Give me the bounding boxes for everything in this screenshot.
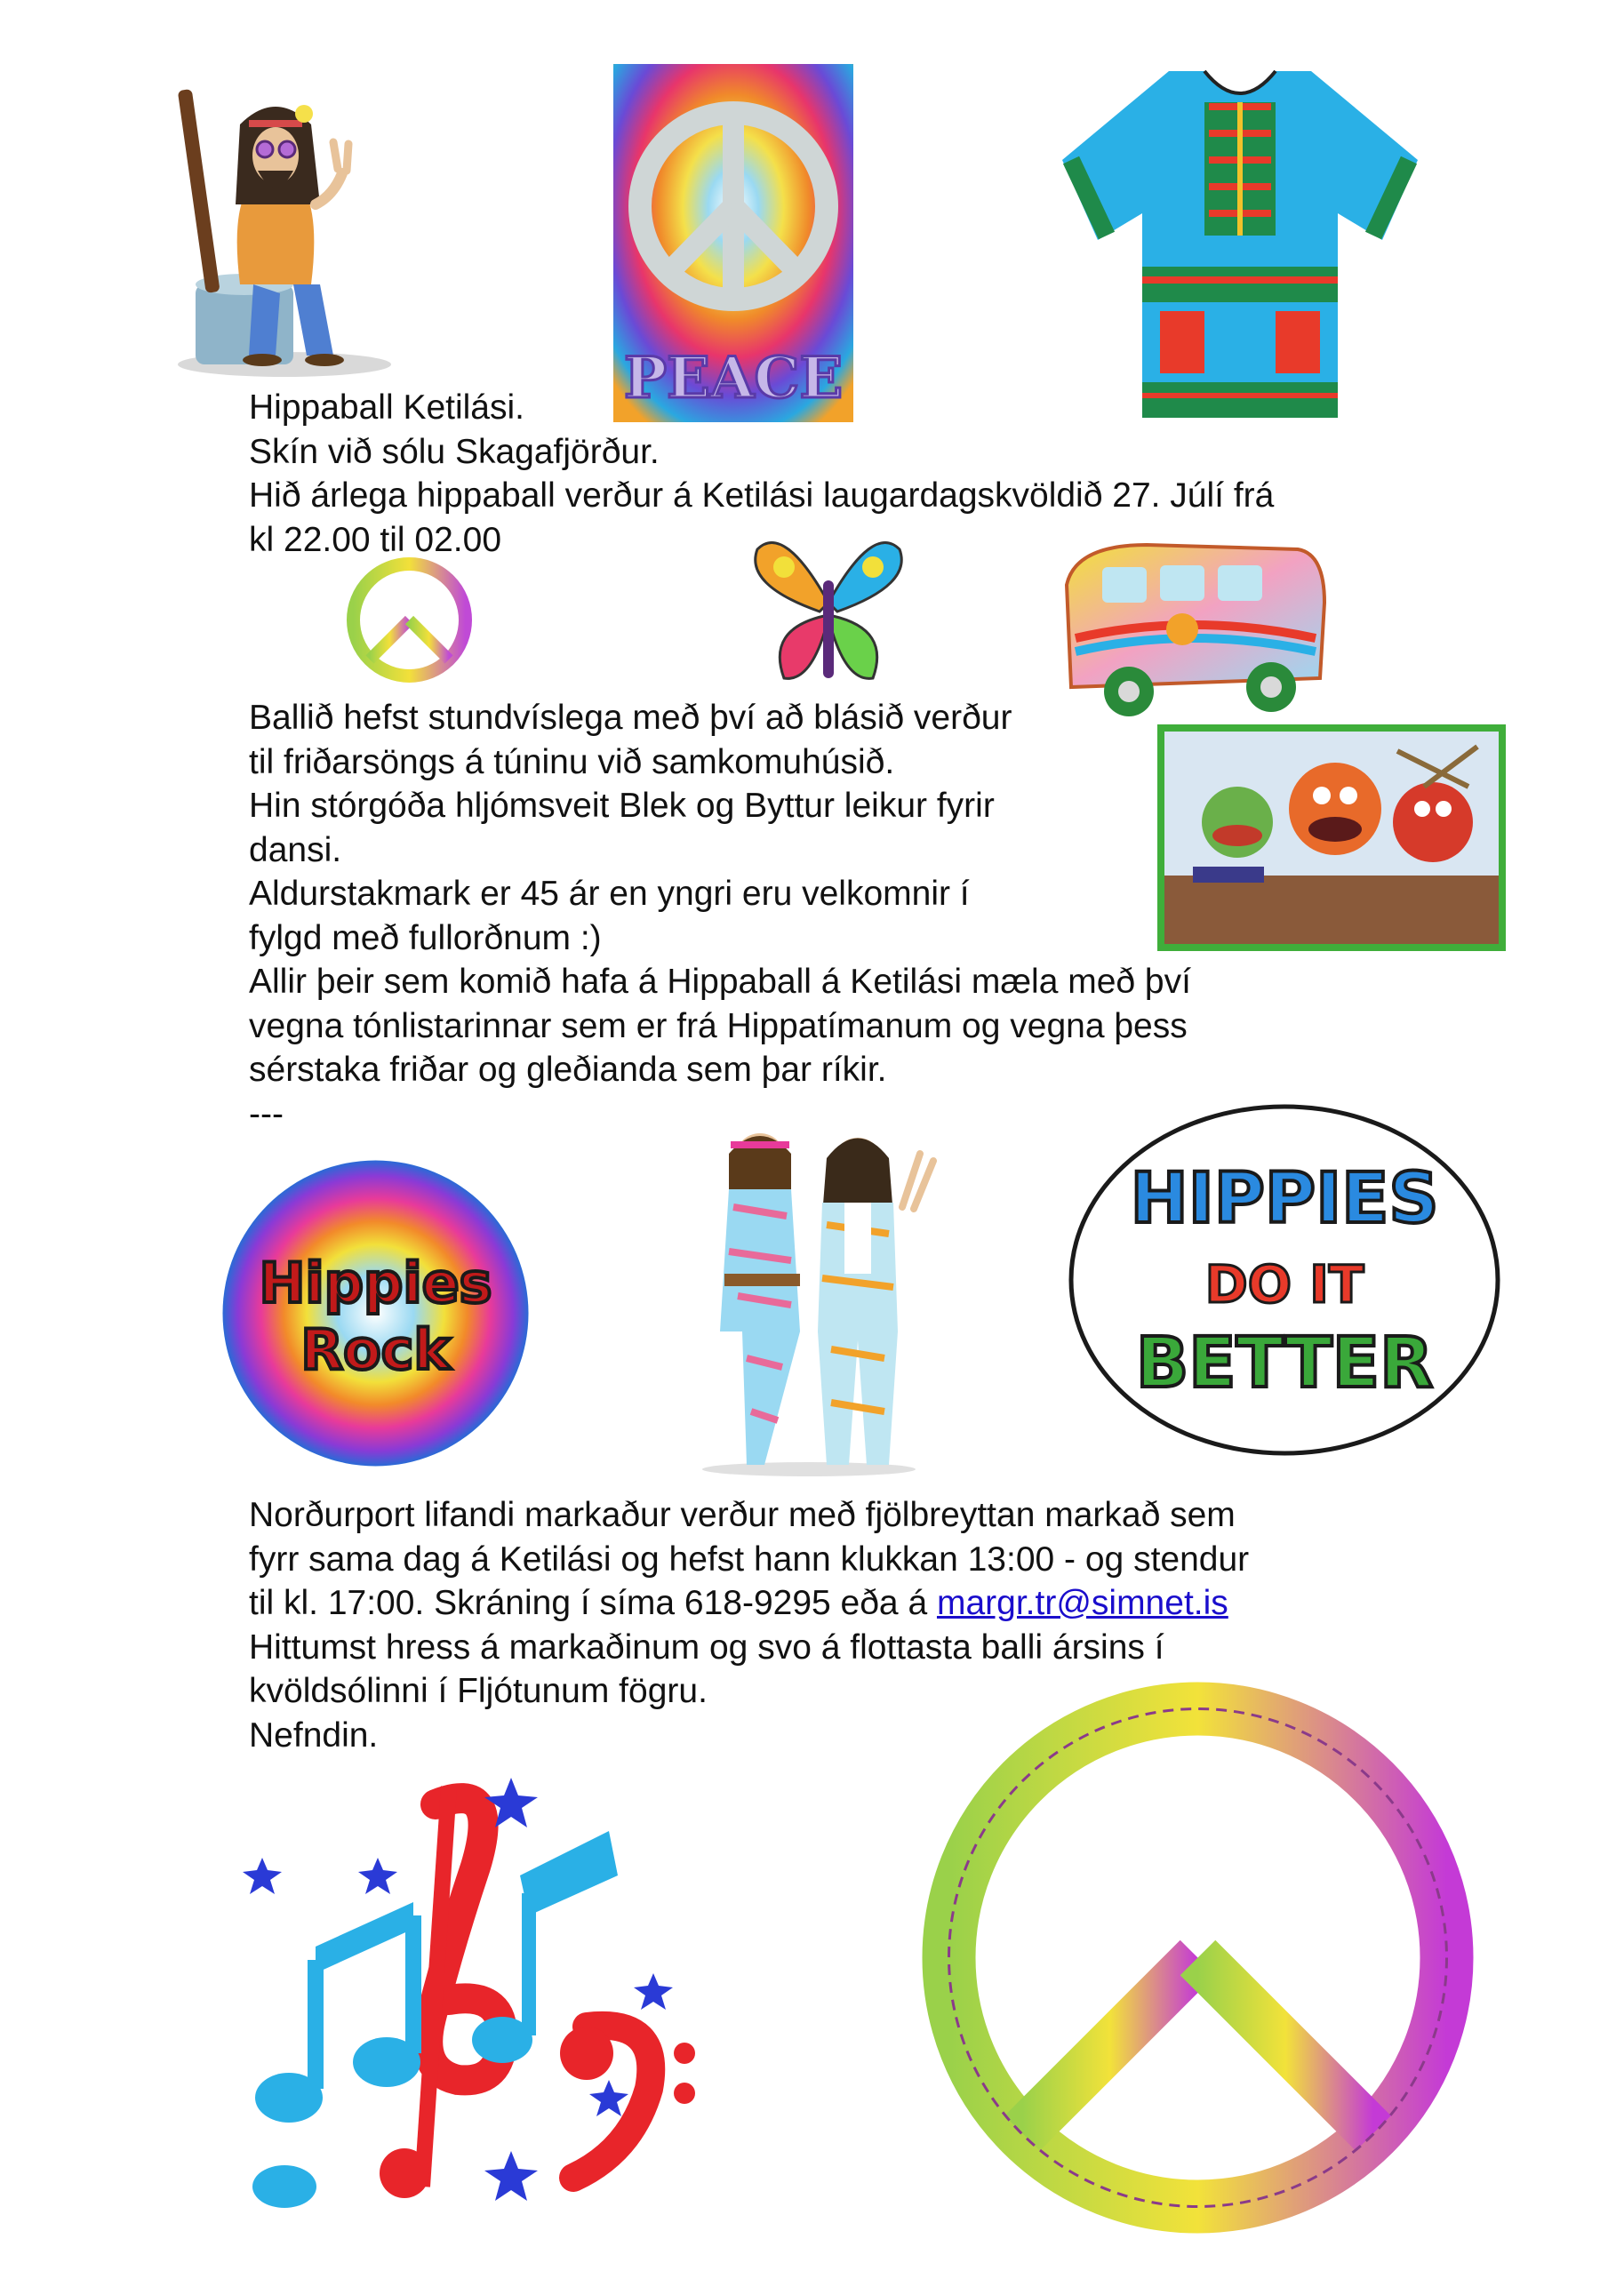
market-line: fyrr sama dag á Ketilási og hefst hann klukkan 13:00 - og stendur	[249, 1539, 1250, 1579]
intro-line: Skín við sólu Skagafjörður.	[249, 432, 660, 471]
event-title: Hippaball Ketilási.	[249, 388, 525, 427]
market-contact-text: til kl. 17:00. Skráning í síma 618-9295 eða á	[249, 1584, 937, 1622]
signature: Nefndin.	[249, 1715, 379, 1755]
muppet-band-icon	[1157, 724, 1506, 951]
intro-line: kl 22.00 til 02.00	[249, 520, 502, 559]
music-notes-icon	[236, 1769, 733, 2213]
market-line: Hittumst hress á markaðinum og svo á flottasta balli ársins í	[249, 1627, 1164, 1667]
program-line: Ballið hefst stundvíslega með því að blásið verður	[249, 699, 1012, 737]
intro-line: Hið árlega hippaball verður á Ketilási laugardagskvöldið 27. Júlí frá	[249, 476, 1275, 515]
section-separator: ---	[249, 1094, 284, 1133]
program-line: til friðarsöngs á túninu við samkomuhúsið.	[249, 742, 895, 781]
program-line: vegna tónlistarinnar sem er frá Hippatímanum og vegna þess	[249, 1006, 1188, 1045]
dashiki-shirt-icon	[1053, 53, 1427, 427]
market-line: kvöldsólinni í Fljótunum fögru.	[249, 1672, 708, 1710]
program-line: Allir þeir sem komið hafa á Hippaball á Ketilási mæla með því	[249, 963, 1191, 1001]
butterfly-icon	[748, 532, 908, 687]
program-line: Aldurstakmark er 45 ár en yngri eru velkomnir í	[249, 875, 970, 913]
hippies-rock-bottom-text: Rock	[300, 1317, 451, 1382]
hippies-better-top-text: HIPPIES	[1130, 1159, 1439, 1239]
peace-poster-text: PEACE	[623, 345, 844, 412]
hippies-better-bottom-text: BETTER	[1135, 1323, 1434, 1403]
hippies-rock-badge-icon	[218, 1155, 533, 1471]
hippies-better-middle-text: DO IT	[1204, 1254, 1364, 1315]
hippies-rock-top-text: Hippies	[259, 1251, 492, 1315]
hippies-do-it-better-icon	[1067, 1102, 1502, 1458]
program-line: fylgd með fullorðnum :)	[249, 918, 602, 957]
program-text	[249, 696, 1191, 1136]
market-contact-line	[249, 1581, 1249, 1626]
hippie-guitar-icon	[151, 71, 418, 382]
peace-poster-icon	[613, 64, 853, 422]
email-link[interactable]: margr.tr@simnet.is	[936, 1584, 1228, 1622]
small-peace-sign-icon	[345, 556, 474, 684]
hippie-couple-icon	[676, 1118, 942, 1478]
large-peace-sign-icon	[916, 1675, 1480, 2240]
program-line: sérstaka friðar og gleðianda sem þar ríkir.	[249, 1051, 887, 1089]
hippie-van-icon	[1049, 532, 1333, 723]
program-line: Hin stórgóða hljómsveit Blek og Byttur leikur fyrir	[249, 787, 995, 825]
program-line: dansi.	[249, 830, 342, 869]
market-line: Norðurport lifandi markaður verður með fjölbreyttan markað sem	[249, 1496, 1236, 1534]
